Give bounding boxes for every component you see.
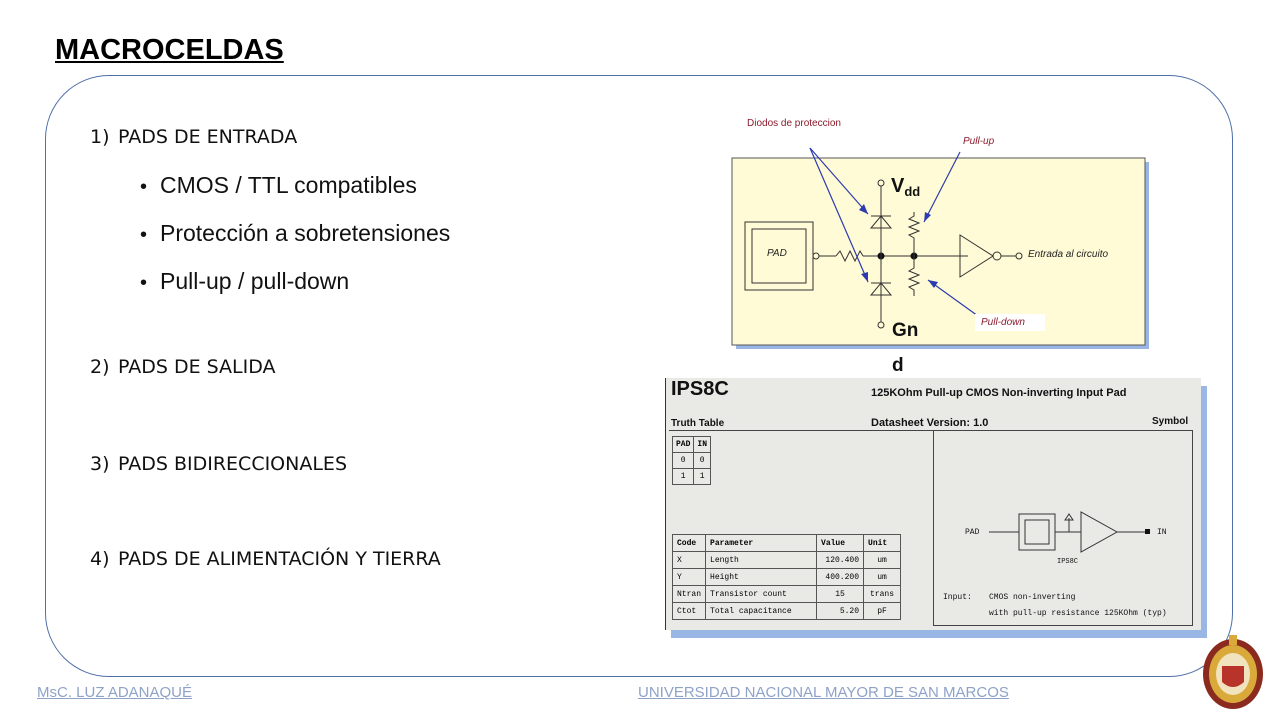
table-row <box>673 569 901 586</box>
datasheet-subtitle: 125KOhm Pull-up CMOS Non-inverting Input Pad <box>871 387 1127 399</box>
truth-table <box>672 436 711 485</box>
table-cell: pF <box>864 603 901 620</box>
table-cell: Y <box>673 569 706 586</box>
table-header-cell: IN <box>694 437 711 453</box>
university-seal-icon <box>1200 632 1266 712</box>
table-row <box>673 453 711 469</box>
section-label: PADS DE ENTRADA <box>118 126 298 148</box>
section-label: PADS BIDIRECCIONALES <box>118 453 348 475</box>
pullup-label: Pull-up <box>963 136 995 147</box>
table-header-cell: PAD <box>673 437 694 453</box>
datasheet-image <box>665 378 1205 636</box>
gnd-label-line2: d <box>892 355 904 376</box>
gnd-label-line1: Gn <box>892 320 919 341</box>
table-cell: 120.400 <box>817 552 864 569</box>
input-desc-line1: CMOS non-inverting <box>989 593 1076 602</box>
table-cell: X <box>673 552 706 569</box>
symbol-cell-label: IPS8C <box>1057 558 1079 566</box>
footer-author-link[interactable]: MsC. LUZ ADANAQUÉ <box>37 684 193 701</box>
slide-title: MACROCELDAS <box>55 34 284 66</box>
section-number: 4) <box>90 548 110 570</box>
seal-crown <box>1229 635 1237 645</box>
symbol-pad-box <box>1019 514 1055 550</box>
table-cell: 0 <box>673 453 694 469</box>
table-row <box>673 535 901 552</box>
bullet-text: CMOS / TTL compatibles <box>160 172 417 198</box>
table-row <box>673 603 901 620</box>
table-cell: trans <box>864 586 901 603</box>
table-row <box>673 552 901 569</box>
table-cell: Height <box>706 569 817 586</box>
pad-label: PAD <box>767 248 787 259</box>
table-cell: 1 <box>673 469 694 485</box>
bullet-text: Pull-up / pull-down <box>160 268 350 294</box>
table-cell: 0 <box>694 453 711 469</box>
seal-shield <box>1222 666 1244 687</box>
truth-table-label: Truth Table <box>671 418 725 429</box>
diodes-label: Diodos de proteccion <box>747 118 841 129</box>
symbol-pad-label: PAD <box>965 528 980 537</box>
buffer-symbol-icon <box>1081 512 1117 552</box>
table-cell: 400.200 <box>817 569 864 586</box>
table-cell: um <box>864 569 901 586</box>
table-cell: Length <box>706 552 817 569</box>
vdd-label <box>891 175 920 198</box>
table-header-cell: Unit <box>864 535 901 552</box>
section-number: 3) <box>90 453 110 475</box>
datasheet-cell-name: IPS8C <box>671 378 729 400</box>
circuit-input-label: Entrada al circuito <box>1028 249 1109 260</box>
table-cell: 15 <box>817 586 864 603</box>
input-desc-line2: with pull-up resistance 125KOhm (typ) <box>989 609 1167 618</box>
pulldown-label: Pull-down <box>981 317 1025 328</box>
vdd-subscript: dd <box>904 184 921 199</box>
footer-university-link[interactable]: UNIVERSIDAD NACIONAL MAYOR DE SAN MARCOS <box>638 684 1009 701</box>
bullet-dot-icon: • <box>140 224 148 246</box>
symbol-in-label: IN <box>1157 528 1167 537</box>
parameter-table <box>672 534 901 620</box>
table-cell: Transistor count <box>706 586 817 603</box>
vdd-main: V <box>891 175 905 197</box>
table-header-cell: Parameter <box>706 535 817 552</box>
section-number: 1) <box>90 126 110 148</box>
section-label: PADS DE ALIMENTACIÓN Y TIERRA <box>118 548 441 570</box>
table-cell: 1 <box>694 469 711 485</box>
table-cell: um <box>864 552 901 569</box>
table-row <box>673 469 711 485</box>
table-cell: Ctot <box>673 603 706 620</box>
symbol-label: Symbol <box>1152 416 1189 427</box>
table-row <box>673 437 711 453</box>
in-terminal <box>1145 529 1150 534</box>
table-cell: Ntran <box>673 586 706 603</box>
table-cell: 5.20 <box>817 603 864 620</box>
bullet-dot-icon: • <box>140 176 148 198</box>
symbol-pad-inner <box>1025 520 1049 544</box>
table-row <box>673 586 901 603</box>
bullet-dot-icon: • <box>140 272 148 294</box>
table-header-cell: Code <box>673 535 706 552</box>
table-header-cell: Value <box>817 535 864 552</box>
section-label: PADS DE SALIDA <box>118 356 276 378</box>
input-label: Input: <box>943 593 972 602</box>
bullet-text: Protección a sobretensiones <box>160 220 451 246</box>
table-cell: Total capacitance <box>706 603 817 620</box>
datasheet-version: Datasheet Version: 1.0 <box>871 417 989 429</box>
section-number: 2) <box>90 356 110 378</box>
